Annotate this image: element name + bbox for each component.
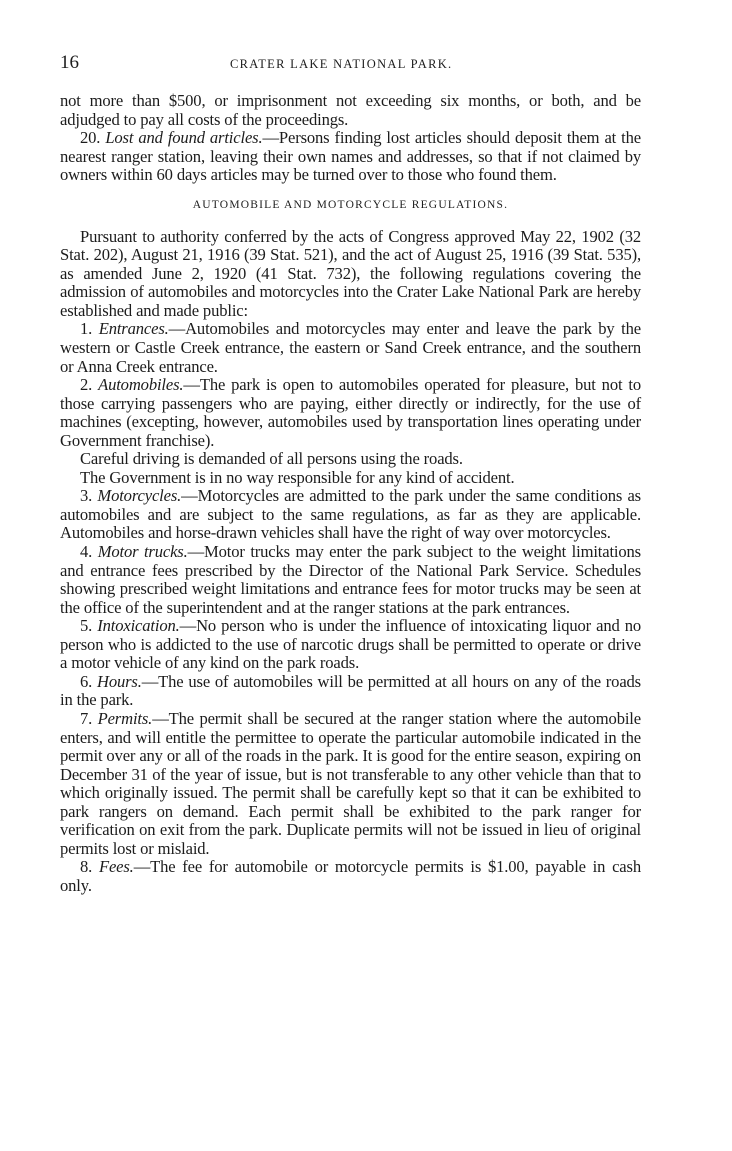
paragraph-title: Permits.: [97, 708, 153, 728]
paragraph-text: Careful driving is demanded of all persons using the roads.: [80, 449, 463, 469]
paragraph: [60, 129, 641, 185]
paragraph-title: Hours.: [96, 671, 142, 691]
paragraph-title: Lost and found articles.: [105, 128, 263, 148]
paragraph-lead: 3.: [80, 486, 98, 506]
paragraph: [60, 228, 641, 321]
paragraph-text: —No person who is under the influence of intoxicating liquor and no person who is addicted to the use of narcotic drugs shall be permitted to operate or drive a motor vehicle of any kind on the park roads.: [60, 616, 641, 673]
page-number: 16: [60, 52, 79, 73]
paragraph-text: not more than $500, or imprisonment not exceeding six months, or both, and be adjudged to pay all costs of the proceedings.: [60, 91, 641, 129]
paragraph-lead: 7.: [80, 708, 98, 728]
paragraph-text: —Motor trucks may enter the park subject to the weight limitations and entrance fees prescribed by the Director of the National Park Service. Schedules showing prescribed weight limitations and entrance fees for motor trucks may be seen at the office of the superintendent and at the ranger stations at the park entrances.: [60, 542, 641, 617]
paragraph: [60, 617, 641, 673]
paragraph: [60, 487, 641, 543]
running-head: CRATER LAKE NATIONAL PARK.: [230, 57, 453, 71]
paragraph: [60, 92, 641, 129]
paragraph: [60, 320, 641, 376]
paragraph-title: Automobiles.: [98, 375, 184, 395]
paragraph-lead: 20.: [80, 128, 106, 148]
paragraph: [60, 673, 641, 710]
paragraph-text: —Automobiles and motorcycles may enter and leave the park by the western or Castle Creek entrance, the eastern or Sand Creek entrance, and the southern or Anna Creek entrance.: [60, 319, 641, 376]
paragraph-text: —The park is open to automobiles operated for pleasure, but not to those carrying passengers who are paying, either directly or indirectly, for the use of machines (excepting, however, automobiles used by transportation lines operating under Government franchise).: [60, 375, 641, 450]
paragraph-text: —Persons finding lost articles should deposit them at the nearest ranger station, leaving their own names and addresses, so that if not claimed by owners within 60 days articles may be turned over to those who found them.: [60, 128, 641, 185]
paragraph-lead: 4.: [80, 542, 98, 562]
paragraph: [60, 710, 641, 858]
paragraph-text: —Motorcycles are admitted to the park under the same conditions as automobiles and are subject to the same regulations, as far as they are applicable. Automobiles and horse-drawn vehicles shall have the right of way over motorcycles.: [60, 486, 641, 543]
paragraph-lead: 2.: [80, 375, 99, 395]
paragraph-text: —The use of automobiles will be permitted at all hours on any of the roads in the park.: [60, 671, 641, 710]
paragraph-title: Entrances.: [98, 319, 169, 339]
paragraph-text: —The permit shall be secured at the ranger station where the automobile enters, and will entitle the permittee to operate the particular automobile indicated in the permit over any or all of the roads in the park. It is good for the entire season, expiring on December 31 of the year of issue, but is not transferable to any other vehicle than that to which originally issued. The permit shall be carefully kept so that it can be exhibited to park rangers on demand. Each permit shall be exhibited to the park ranger for verification on exit from the park. Duplicate permits will not be issued in lieu of original permits lost or mislaid.: [60, 708, 641, 858]
section-title: AUTOMOBILE AND MOTORCYCLE REGULATIONS.: [192, 198, 509, 211]
paragraph-title: Motor trucks.: [97, 542, 188, 562]
paragraph: [60, 376, 641, 450]
page-header: [60, 52, 640, 78]
paragraph-lead: 6.: [80, 671, 97, 691]
paragraph-title: Intoxication.: [97, 616, 180, 636]
paragraph-text: The Government is in no way responsible for any kind of accident.: [80, 467, 515, 487]
paragraph-title: Motorcycles.: [97, 486, 182, 506]
paragraph: [60, 858, 641, 895]
paragraph-title: Fees.: [98, 857, 134, 877]
paragraph: [60, 450, 641, 469]
paragraph: [60, 469, 641, 488]
paragraph: [60, 543, 641, 617]
paragraph-text: —The fee for automobile or motorcycle permits is $1.00, payable in cash only.: [60, 857, 641, 895]
body-text: [60, 92, 641, 895]
paragraph-lead: 1.: [80, 319, 99, 339]
paragraph-text: Pursuant to authority conferred by the acts of Congress approved May 22, 1902 (32 Stat. 202), August 21, 1916 (39 Stat. 521), and the act of August 25, 1916 (39 Stat. 535), as amended June 2, 1920 (41 Stat. 732), the following regulations covering the admission of automobiles and motorcycles into the Crater Lake National Park are hereby established and made public:: [60, 226, 641, 320]
paragraph-lead: 5.: [80, 616, 98, 636]
paragraph-lead: 8.: [80, 857, 99, 877]
